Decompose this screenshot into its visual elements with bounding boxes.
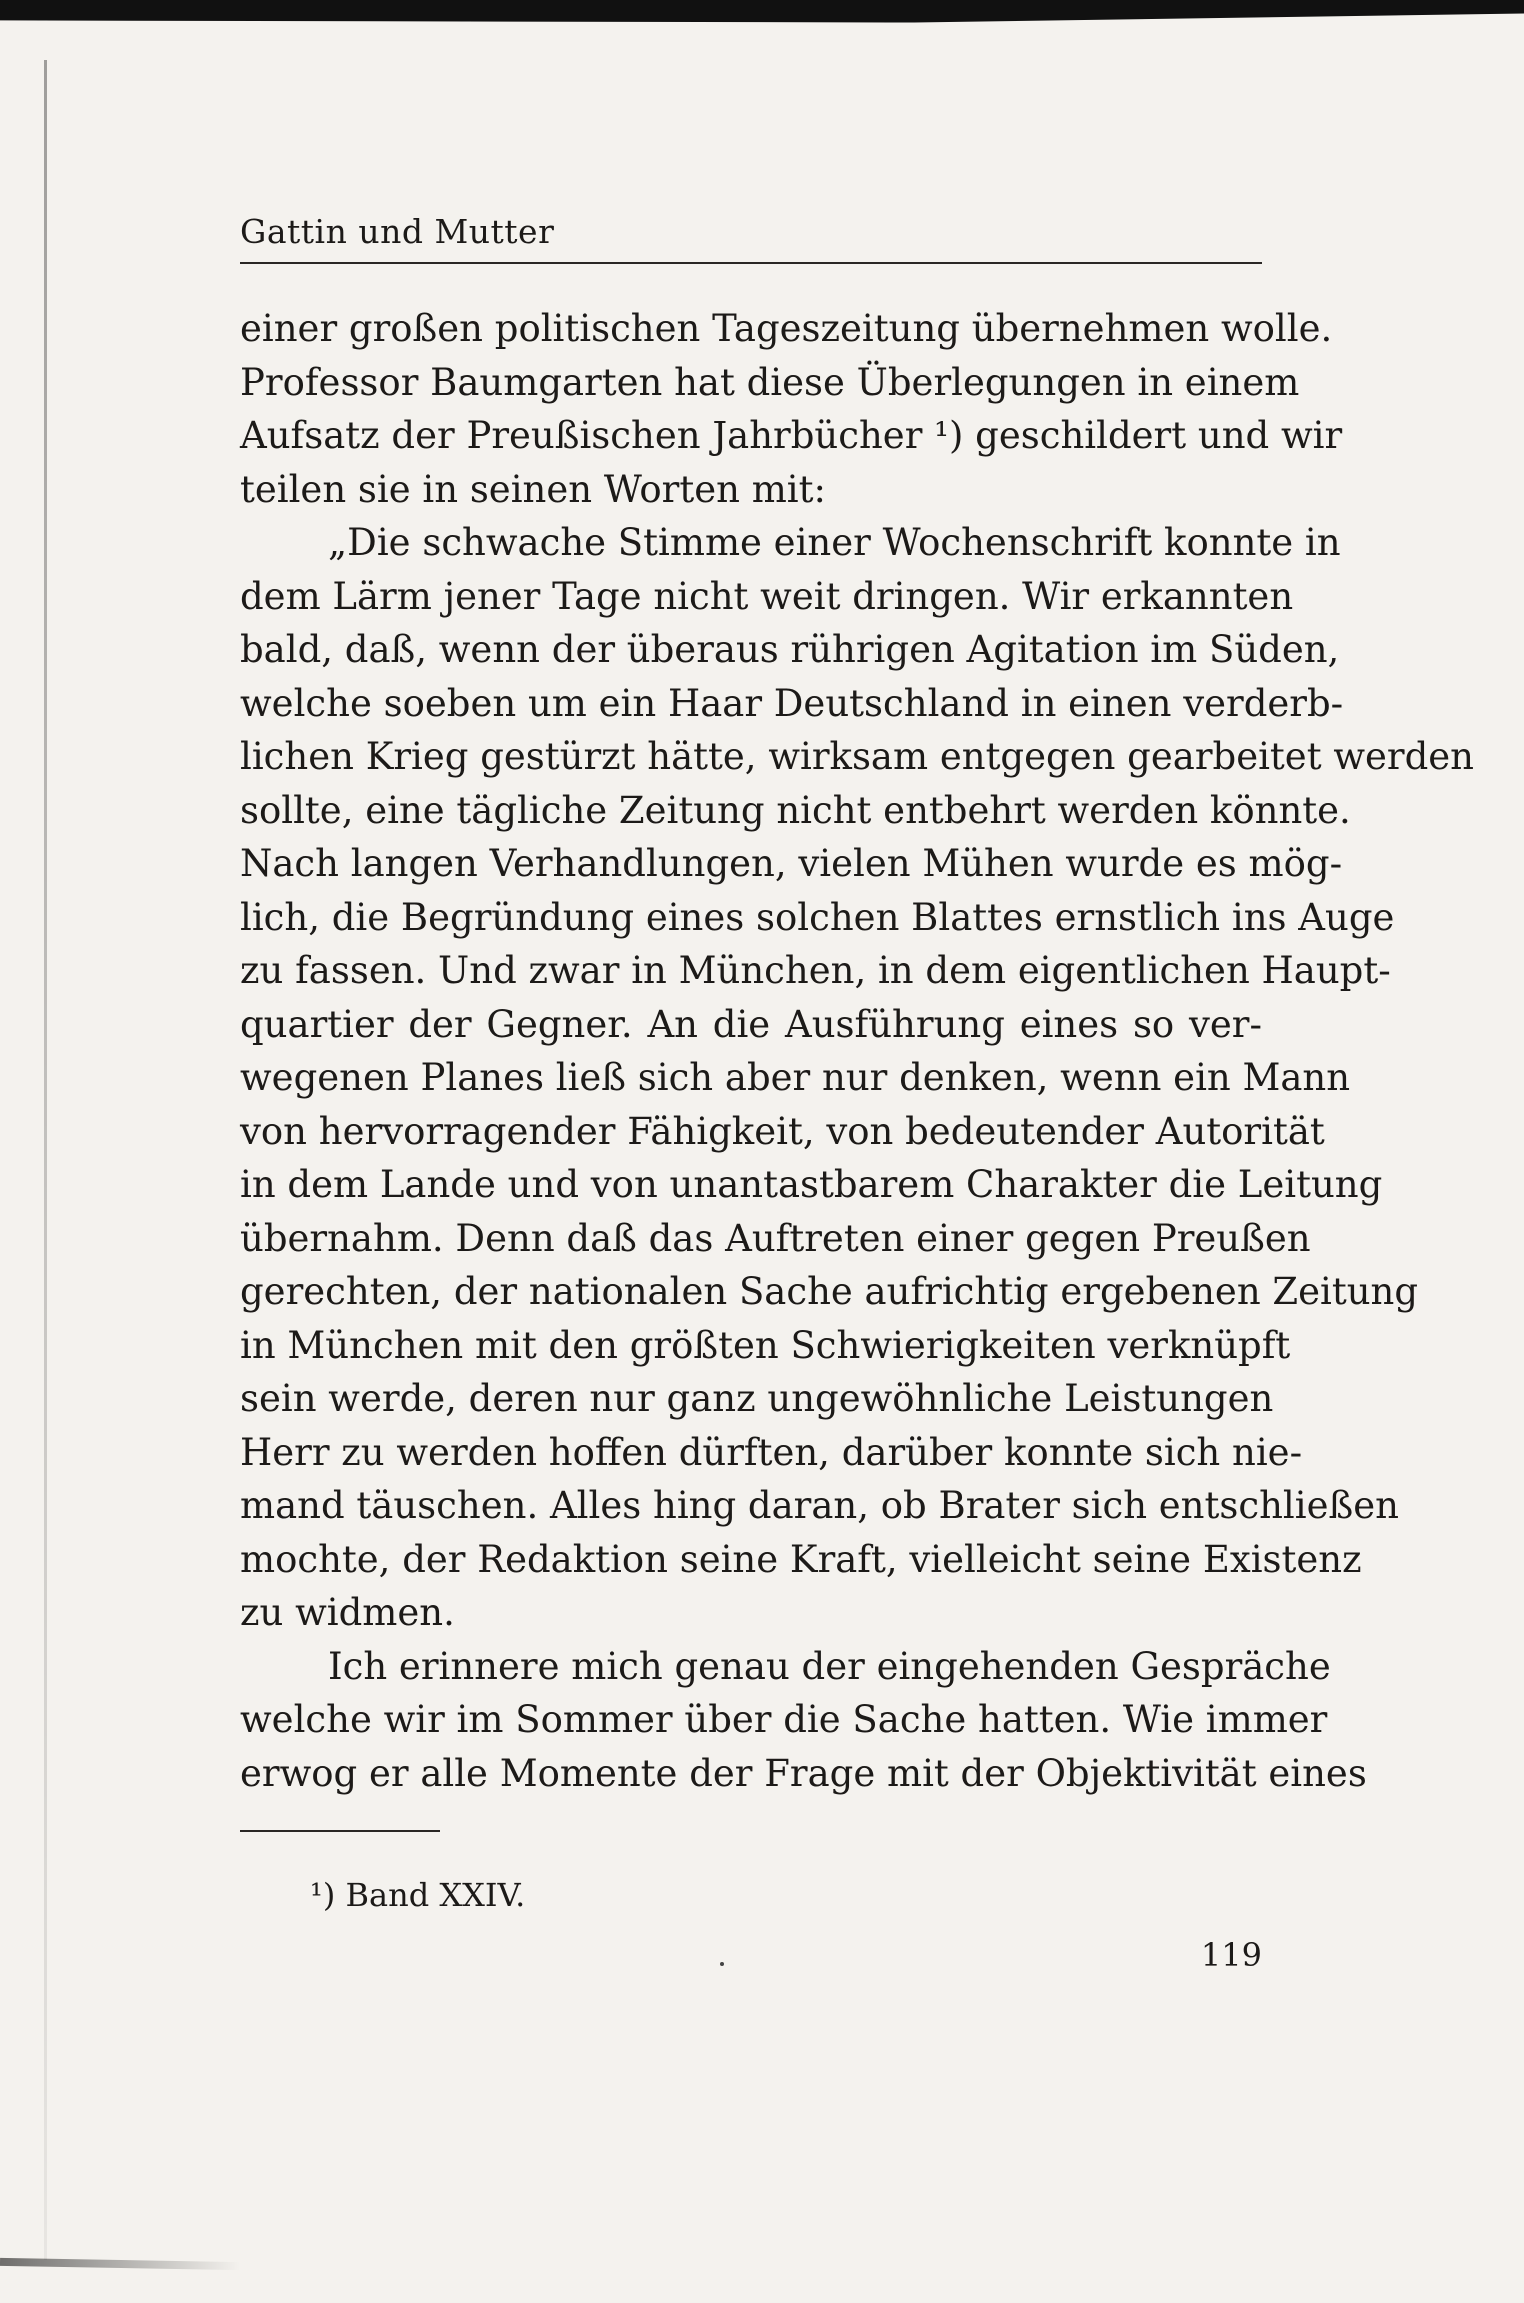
footnote-rule	[240, 1830, 440, 1832]
text-line: übernahm. Denn daß das Auftreten einer gegen Preußen	[240, 1216, 1311, 1260]
text-line: Nach langen Verhandlungen, vielen Mühen wurde es mög-	[240, 842, 1343, 885]
text-line: welche wir im Sommer über die Sache hatten. Wie immer	[240, 1698, 1328, 1741]
text-line: zu widmen.	[240, 1591, 455, 1634]
text-line: dem Lärm jener Tage nicht weit dringen. Wir erkannten	[240, 574, 1294, 618]
text-line: lichen Krieg gestürzt hätte, wirksam entgegen gearbeitet werden	[240, 735, 1474, 778]
text-line: welche soeben um ein Haar Deutschland in einen verderb-	[240, 681, 1344, 725]
text-line: zu fassen. Und zwar in München, in dem eigentlichen Haupt-	[240, 949, 1391, 992]
text-line: Herr zu werden hoffen dürften, darüber konnte sich nie-	[240, 1430, 1303, 1474]
text-line: sein werde, deren nur ganz ungewöhnliche Leistungen	[240, 1377, 1274, 1420]
body-text	[240, 302, 1474, 1800]
header-rule	[240, 262, 1262, 264]
text-line: von hervorragender Fähigkeit, von bedeutender Autorität	[240, 1109, 1325, 1153]
text-line: bald, daß, wenn der überaus rührigen Agitation im Süden,	[240, 628, 1340, 671]
scan-bottom-smudge	[0, 2258, 240, 2270]
text-line: Ich erinnere mich genau der eingehenden Gespräche	[328, 1644, 1331, 1688]
text-line: quartier der Gegner. An die Ausführung eines so ver-	[240, 1002, 1262, 1046]
footnote	[310, 1876, 525, 1914]
scan-speck	[720, 1962, 724, 1966]
text-line: mochte, der Redaktion seine Kraft, vielleicht seine Existenz	[240, 1537, 1362, 1581]
page-number: 119	[1200, 1936, 1262, 1974]
scan-top-edge	[0, 0, 1524, 30]
text-line: sollte, eine tägliche Zeitung nicht entbehrt werden könnte.	[240, 788, 1351, 832]
text-line: in dem Lande und von unantastbarem Charakter die Leitung	[240, 1163, 1383, 1206]
text-line: teilen sie in seinen Worten mit:	[240, 467, 826, 511]
text-line: lich, die Begründung eines solchen Blattes ernstlich ins Auge	[240, 895, 1395, 939]
footnote-marker: ¹)	[310, 1876, 336, 1914]
running-head: Gattin und Mutter	[240, 212, 555, 251]
text-line: einer großen politischen Tageszeitung übernehmen wolle.	[240, 307, 1333, 350]
text-line: Aufsatz der Preußischen Jahrbücher ¹) geschildert und wir	[240, 414, 1343, 457]
text-line: wegenen Planes ließ sich aber nur denken, wenn ein Mann	[240, 1056, 1351, 1099]
footnote-text: Band XXIV.	[345, 1876, 526, 1914]
text-line: in München mit den größten Schwierigkeiten verknüpft	[240, 1323, 1291, 1367]
scan-left-shadow	[44, 60, 47, 2260]
text-line: erwog er alle Momente der Frage mit der Objektivität eines	[240, 1751, 1367, 1795]
text-line: Professor Baumgarten hat diese Überlegungen in einem	[240, 360, 1300, 404]
text-line: „Die schwache Stimme einer Wochenschrift konnte in	[328, 521, 1341, 564]
text-line: mand täuschen. Alles hing daran, ob Brater sich entschließen	[240, 1484, 1399, 1527]
text-line: gerechten, der nationalen Sache aufrichtig ergebenen Zeitung	[240, 1270, 1419, 1313]
